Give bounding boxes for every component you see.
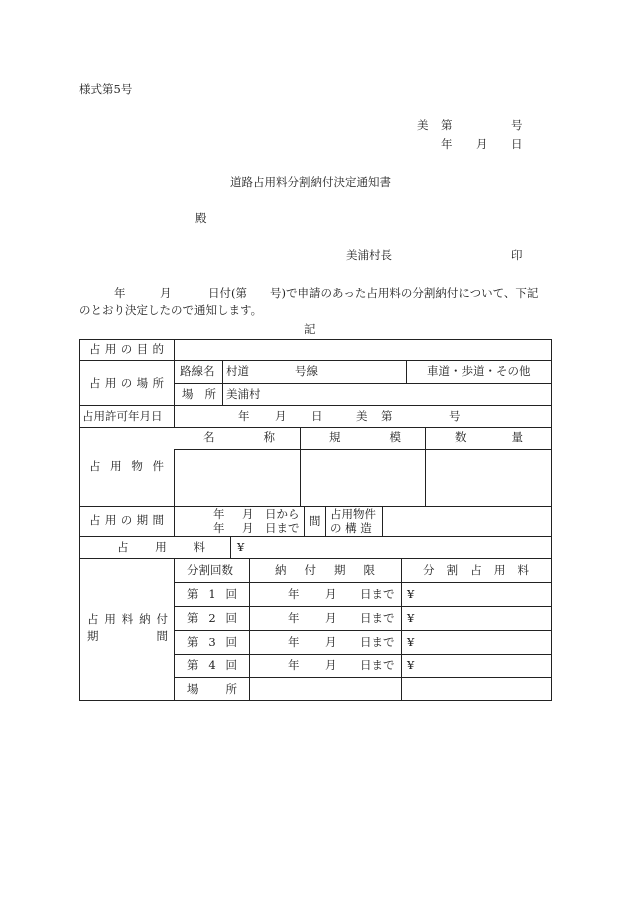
installment-yen: ¥ [407, 635, 415, 649]
body-line2: のとおり決定したので通知します。 [79, 303, 263, 317]
installment-deadline-header: 納 付 期 限 [275, 563, 375, 577]
date-nen: 年 [441, 137, 453, 151]
permit-mi: 美 [356, 409, 368, 423]
permit-nen: 年 [238, 409, 250, 423]
issuer-name: 美浦村長 [346, 248, 392, 262]
body-tsuki: 月 [160, 286, 172, 300]
installment-row-label: 第 4 回 [187, 658, 237, 672]
permit-go: 号 [449, 409, 461, 423]
installment-tsuki: 月 [325, 611, 337, 625]
route-label: 路線名 [180, 364, 215, 378]
period-from-nen: 年 [213, 507, 225, 521]
document-title: 道路占用料分割納付決定通知書 [230, 175, 391, 189]
ki-heading: 記 [304, 322, 316, 336]
permit-date-label: 占用許可年月日 [82, 409, 163, 423]
structure-label-2: の 構 造 [330, 521, 372, 535]
period-from-tsuki: 月 [242, 507, 254, 521]
installment-suffix: 日まで [360, 635, 395, 649]
installment-nen: 年 [288, 658, 300, 672]
date-tsuki: 月 [476, 137, 488, 151]
location-label: 占 用 の 場 所 [89, 376, 164, 390]
body-nen: 年 [114, 286, 126, 300]
installment-tsuki: 月 [325, 635, 337, 649]
object-label: 占 用 物 件 [89, 459, 164, 473]
period-from-suffix: 日から [265, 507, 300, 521]
installment-yen: ¥ [407, 587, 415, 601]
permit-tsuki: 月 [275, 409, 287, 423]
ref-dai: 第 [441, 118, 453, 132]
object-col-quantity: 数 量 [455, 430, 523, 444]
installment-nen: 年 [288, 635, 300, 649]
purpose-label: 占 用 の 目 的 [89, 342, 164, 356]
date-hi: 日 [511, 137, 523, 151]
period-to-nen: 年 [213, 521, 225, 535]
installment-place-label: 場 所 [187, 682, 237, 696]
permit-hi: 日 [311, 409, 323, 423]
period-to-tsuki: 月 [242, 521, 254, 535]
seal-mark: 印 [511, 248, 523, 262]
installment-row-label: 第 1 回 [187, 587, 237, 601]
installment-row-label: 第 2 回 [187, 611, 237, 625]
installment-tsuki: 月 [325, 658, 337, 672]
permit-dai: 第 [381, 409, 393, 423]
installment-suffix: 日まで [360, 658, 395, 672]
ref-go: 号 [511, 118, 523, 132]
installment-nen: 年 [288, 587, 300, 601]
installment-amount-header: 分 割 占 用 料 [423, 563, 529, 577]
structure-label-1: 占用物件 [330, 507, 376, 521]
addressee-suffix: 殿 [195, 211, 207, 225]
installment-label-1: 占 用 料 納 付 [87, 612, 168, 626]
installment-suffix: 日まで [360, 587, 395, 601]
fee-label: 占 用 料 [117, 540, 205, 554]
installment-suffix: 日まで [360, 611, 395, 625]
installment-count-header: 分割回数 [187, 563, 233, 577]
installment-row-label: 第 3 回 [187, 635, 237, 649]
installment-label-2: 期 間 [87, 629, 168, 643]
fee-yen: ¥ [237, 540, 245, 554]
installment-nen: 年 [288, 611, 300, 625]
notification-table [79, 339, 552, 701]
object-col-scale: 規 模 [329, 430, 401, 444]
form-number: 様式第5号 [79, 82, 133, 96]
period-to-suffix: 日まで [265, 521, 300, 535]
period-ma: 間 [309, 514, 321, 528]
object-col-name: 名 称 [203, 430, 275, 444]
ref-mi: 美 [417, 118, 429, 132]
installment-tsuki: 月 [325, 587, 337, 601]
route-value: 村道 号線 [226, 364, 318, 378]
body-line1: 日付(第 号)で申請のあった占用料の分割納付について、下記 [208, 286, 539, 300]
installment-yen: ¥ [407, 611, 415, 625]
installment-yen: ¥ [407, 658, 415, 672]
place-label: 場 所 [182, 387, 216, 401]
place-value: 美浦村 [226, 387, 261, 401]
period-label: 占 用 の 期 間 [89, 513, 164, 527]
road-type: 車道・歩道・その他 [427, 364, 531, 378]
